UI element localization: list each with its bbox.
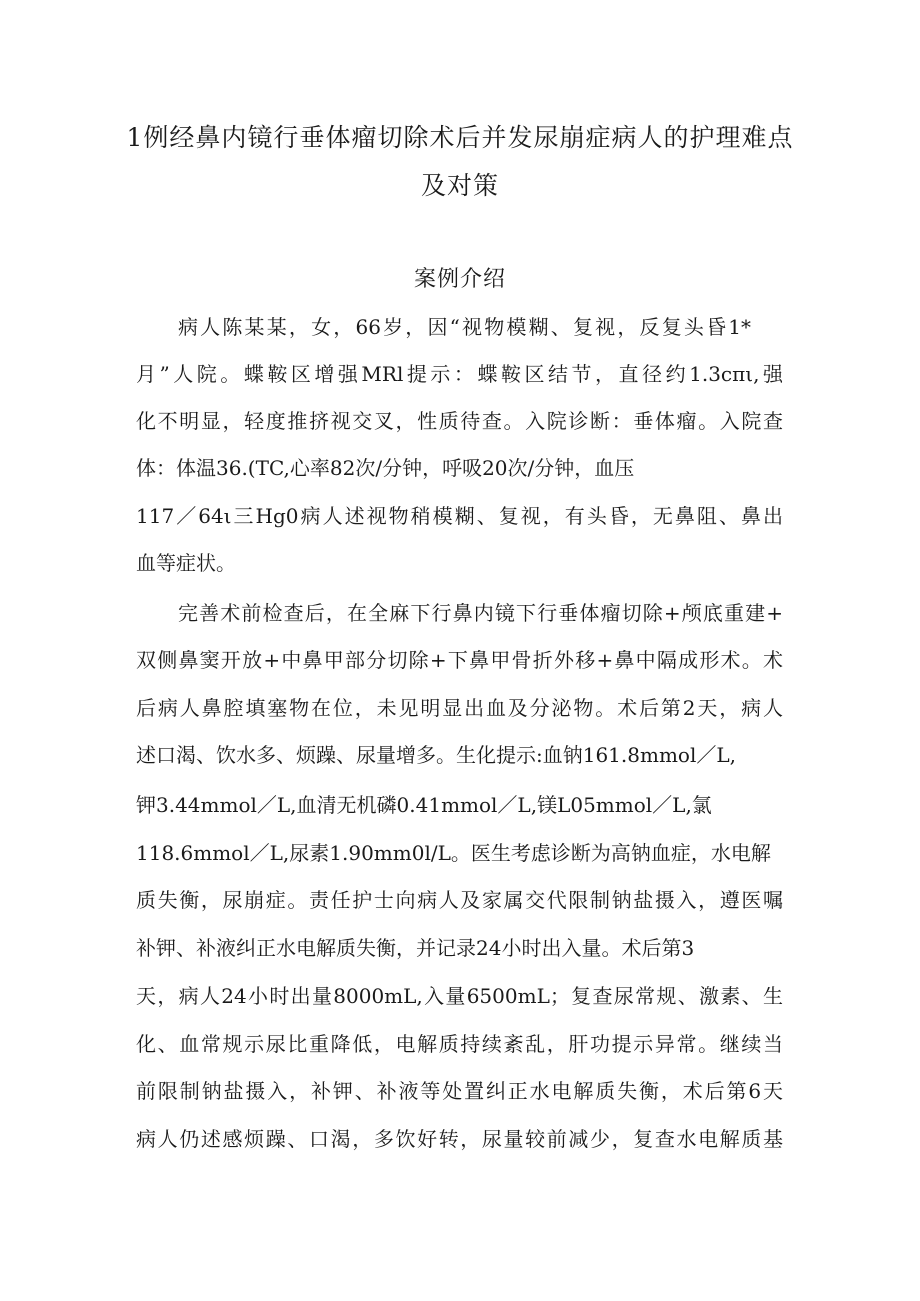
paragraph-2-line-3: 后病人鼻腔填塞物在位，未见明显出血及分泌物。术后第2天，病人 — [136, 696, 783, 720]
paragraph-1-line-4: 体：体温36.(TC,心率82次/分钟，呼吸20次/分钟，血压 — [136, 456, 635, 480]
section-heading: 案例介绍 — [413, 267, 506, 292]
paragraph-2-line-10: 化、血常规示尿比重降低，电解质持续紊乱，肝功提示异常。继续当 — [136, 1032, 783, 1056]
paragraph-2-line-7: 质失衡，尿崩症。责任护士向病人及家属交代限制钠盐摄入，遵医嘱 — [136, 888, 783, 912]
paragraph-2-line-9: 天，病人24小时出量8000mL,入量6500mL；复查尿常规、激素、生 — [136, 984, 783, 1008]
paragraph-2-line-6: 118.6mmol／L,尿素1.90mm0l/L。医生考虑诊断为高钠血症，水电解 — [136, 841, 771, 865]
paragraph-2-line-8: 补钾、补液纠正水电解质失衡，并记录24小时出入量。术后第3 — [136, 936, 695, 960]
paragraph-2-line-5: 钾3.44mmol／L,血清无机磷0.41mmol／L,镁L05mmol／L,氯 — [136, 793, 712, 817]
paragraph-1-line-2: 月”人院。蝶鞍区增强MRl提示：蝶鞍区结节，直径约1.3cπι,强 — [136, 362, 783, 386]
paragraph-1-line-1: 病人陈某某，女，66岁，因“视物模糊、复视，反复头昏1* — [178, 315, 751, 339]
paragraph-2-line-11: 前限制钠盐摄入，补钾、补液等处置纠正水电解质失衡，术后第6天 — [136, 1079, 783, 1103]
document-title-line-2: 及对策 — [420, 171, 499, 200]
paragraph-1-line-6: 血等症状。 — [136, 551, 236, 575]
paragraph-2-line-12: 病人仍述感烦躁、口渴，多饮好转，尿量较前减少，复查水电解质基 — [136, 1127, 783, 1151]
paragraph-2-line-4: 述口渴、饮水多、烦躁、尿量增多。生化提示:血钠161.8mmol／L, — [136, 743, 736, 767]
paragraph-2-line-1: 完善术前检查后，在全麻下行鼻内镜下行垂体瘤切除+颅底重建+ — [178, 601, 783, 625]
document-title-line-1: 1例经鼻内镜行垂体瘤切除术后并发尿崩症病人的护理难点 — [126, 123, 794, 152]
paragraph-1-line-5: 117／64ι三Hg0病人述视物稍模糊、复视，有头昏，无鼻阻、鼻出 — [136, 504, 783, 528]
paragraph-1-line-3: 化不明显，轻度推挤视交叉，性质待查。入院诊断：垂体瘤。入院查 — [136, 409, 783, 433]
paragraph-2-line-2: 双侧鼻窦开放+中鼻甲部分切除+下鼻甲骨折外移+鼻中隔成形术。术 — [136, 648, 783, 672]
